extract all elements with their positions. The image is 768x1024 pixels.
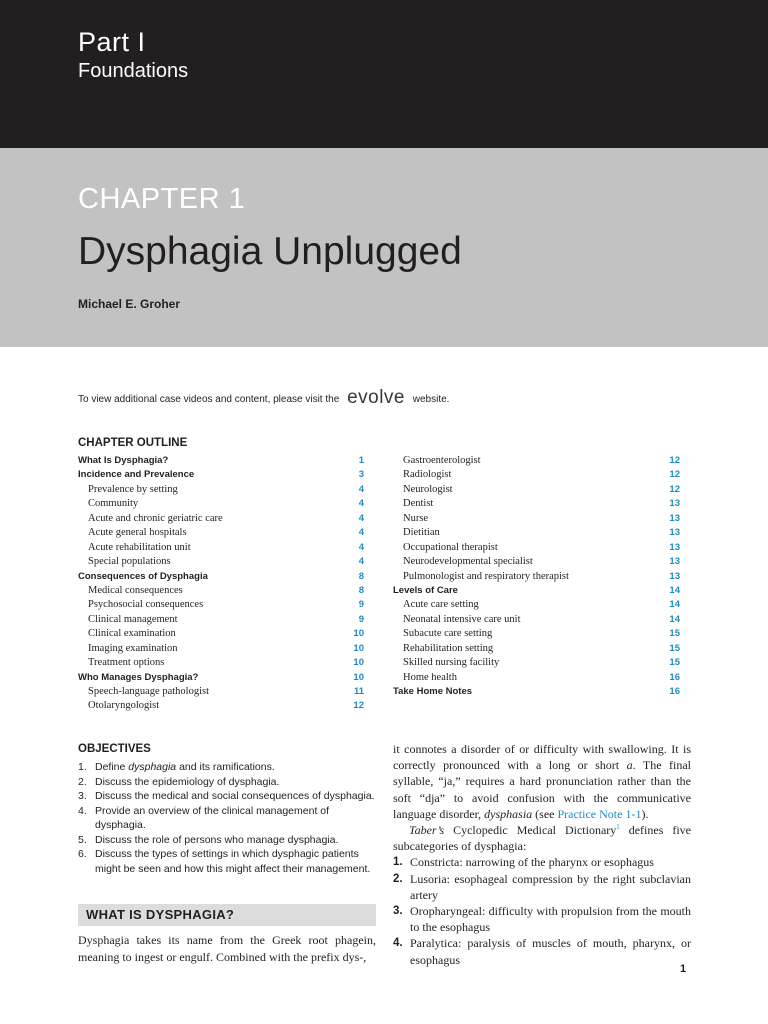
outline-subsection-link[interactable]: [393, 642, 680, 656]
body-text: . The final syllable, “ja,” requires a hard pronunciation rather than the soft “dja” to avoid confusion with the communicative language disorder,: [393, 758, 691, 821]
outline-section-link[interactable]: [78, 671, 364, 685]
objective-term: dysphagia: [128, 761, 177, 773]
objectives-list: [78, 760, 378, 876]
outline-entry-page: 4: [358, 483, 364, 495]
subcategory-text: Lusoria: esophageal compression by the right subclavian artery: [410, 871, 691, 902]
objective-item: [78, 760, 378, 775]
outline-entry-title: Skilled nursing facility: [403, 657, 500, 669]
outline-subsection-link[interactable]: [393, 497, 680, 511]
outline-entry-title: Acute and chronic geriatric care: [88, 512, 223, 524]
body-emphasis: dysphasia: [484, 806, 533, 821]
evolve-note-suffix: website.: [412, 394, 450, 405]
outline-entry-page: 10: [353, 657, 364, 669]
objective-item: [78, 847, 378, 876]
objective-number: 2.: [78, 775, 87, 788]
outline-subsection-link[interactable]: [393, 570, 680, 584]
outline-entry-title: Neurologist: [403, 483, 453, 495]
outline-subsection-link[interactable]: [78, 598, 364, 612]
objective-text: [95, 760, 378, 775]
outline-section-link[interactable]: [78, 570, 364, 584]
section-heading: WHAT IS DYSPHAGIA?: [86, 907, 235, 922]
outline-entry-page: 9: [358, 599, 364, 611]
outline-subsection-link[interactable]: [393, 613, 680, 627]
outline-entry-title: Rehabilitation setting: [403, 642, 494, 654]
objective-text: Discuss the epidemiology of dysphagia.: [95, 775, 280, 788]
outline-entry-page: 14: [669, 599, 680, 611]
outline-entry-title: Levels of Care: [393, 584, 458, 596]
outline-subsection-link[interactable]: [78, 685, 364, 699]
outline-entry-title: Dietitian: [403, 527, 440, 539]
outline-entry-page: 12: [353, 700, 364, 712]
outline-entry-title: Psychosocial consequences: [88, 599, 204, 611]
subcategory-number: 2.: [393, 872, 403, 885]
outline-entry-title: Special populations: [88, 556, 171, 568]
objective-text-start: Define: [95, 761, 129, 773]
body-emphasis: a: [626, 758, 633, 773]
outline-entry-title: Occupational therapist: [403, 541, 498, 553]
objective-item: [78, 775, 378, 790]
outline-entry-title: Radiologist: [403, 469, 452, 481]
body-text: Cyclopedic Medical Dictionary: [444, 823, 617, 838]
objective-text: Provide an overview of the clinical management of dysphagia.: [95, 804, 330, 831]
outline-entry-title: Medical consequences: [88, 584, 183, 596]
outline-entry-page: 10: [353, 642, 364, 654]
outline-entry-title: Take Home Notes: [393, 686, 473, 697]
evolve-note: [78, 386, 449, 408]
outline-subsection-link[interactable]: [393, 671, 680, 685]
objective-item: [78, 804, 378, 833]
outline-entry-title: Acute care setting: [403, 599, 479, 611]
outline-entry-title: Gastroenterologist: [403, 455, 481, 466]
subcategory-item: [393, 871, 691, 903]
body-text: (see: [532, 806, 558, 821]
outline-entry-page: 12: [669, 469, 680, 481]
body-column-right: [393, 741, 691, 968]
chapter-author: Michael E. Groher: [78, 297, 181, 311]
outline-entry-title: What Is Dysphagia?: [78, 455, 169, 466]
practice-note-link[interactable]: Practice Note 1-1: [557, 806, 642, 821]
outline-entry-page: 13: [669, 498, 680, 510]
outline-entry-page: 11: [353, 686, 364, 697]
chapter-outline-heading: CHAPTER OUTLINE: [78, 437, 188, 449]
outline-entry-page: 15: [669, 657, 680, 669]
outline-entry-page: 14: [669, 584, 680, 596]
objective-number: 3.: [78, 790, 87, 802]
outline-subsection-link[interactable]: [393, 627, 680, 641]
outline-subsection-link[interactable]: [393, 512, 680, 526]
outline-entry-page: 10: [353, 628, 364, 640]
objective-text: Discuss the medical and social consequences of dysphagia.: [95, 790, 375, 802]
objectives-heading: OBJECTIVES: [78, 743, 151, 755]
subcategory-number: 1.: [393, 856, 403, 869]
outline-entry-title: Clinical management: [88, 613, 178, 625]
outline-subsection-link[interactable]: [78, 483, 364, 497]
outline-entry-title: Who Manages Dysphagia?: [78, 671, 199, 683]
chapter-label: CHAPTER 1: [78, 183, 246, 215]
outline-entry-title: Clinical examination: [88, 628, 176, 640]
outline-entry-title: Dentist: [403, 498, 434, 510]
outline-entry-title: Home health: [403, 671, 457, 683]
outline-subsection-link[interactable]: [78, 642, 364, 656]
subcategory-number: 4.: [393, 937, 403, 950]
objective-text-end: and its ramifications.: [176, 761, 275, 773]
outline-subsection-link[interactable]: [393, 555, 680, 569]
body-paragraph: Dysphagia takes its name from the Greek root phagein, meaning to ingest or engulf. Combined with the prefix dys-,: [78, 933, 376, 964]
evolve-note-text: To view additional case videos and content, please visit the: [78, 394, 340, 405]
outline-entry-title: Otolaryngologist: [88, 700, 160, 712]
objective-text: Discuss the role of persons who manage dysphagia.: [95, 833, 339, 846]
body-paragraph: [393, 741, 691, 822]
outline-entry-title: Neonatal intensive care unit: [403, 613, 521, 625]
outline-subsection-link[interactable]: [78, 627, 364, 641]
outline-entry-page: 4: [358, 527, 364, 539]
objective-number: 4.: [78, 804, 87, 817]
outline-entry-page: 13: [669, 541, 680, 553]
outline-section-link[interactable]: [78, 468, 364, 482]
outline-section-link[interactable]: [78, 454, 364, 468]
outline-entry-page: 8: [358, 570, 364, 582]
outline-subsection-link[interactable]: [78, 555, 364, 569]
outline-entry-title: Acute rehabilitation unit: [88, 541, 191, 553]
outline-entry-title: Treatment options: [88, 657, 165, 669]
outline-subsection-link[interactable]: [78, 584, 364, 598]
objective-number: 1.: [78, 761, 87, 773]
objective-item: [78, 789, 378, 804]
part-title: Foundations: [78, 60, 189, 82]
outline-subsection-link[interactable]: [393, 454, 680, 468]
chapter-outline-left: [78, 454, 364, 714]
body-paragraph: [393, 822, 691, 854]
outline-entry-page: 15: [669, 628, 680, 640]
outline-entry-page: 16: [669, 686, 680, 697]
outline-subsection-link[interactable]: [78, 613, 364, 627]
chapter-title: Dysphagia Unplugged: [78, 230, 462, 273]
outline-entry-title: Nurse: [403, 512, 429, 524]
outline-entry-title: Acute general hospitals: [88, 527, 187, 539]
outline-section-link[interactable]: [393, 584, 680, 598]
outline-subsection-link[interactable]: [393, 656, 680, 670]
outline-entry-title: Community: [88, 498, 139, 510]
outline-subsection-link[interactable]: [78, 512, 364, 526]
body-text: defines five subcategories of dysphagia:: [393, 823, 691, 854]
outline-entry-page: 13: [669, 527, 680, 539]
body-emphasis: Taber’s: [409, 823, 445, 838]
outline-entry-page: 4: [358, 498, 364, 510]
part-label: Part I: [78, 27, 146, 57]
outline-entry-title: Pulmonologist and respiratory therapist: [403, 570, 569, 582]
body-text: it connotes a disorder of or difficulty with swallowing. It is correctly pronounced with a long or short: [393, 742, 691, 773]
outline-entry-page: 1: [358, 455, 364, 466]
subcategory-text: Paralytica: paralysis of muscles of mouth, pharynx, or esophagus: [410, 936, 691, 967]
outline-entry-title: Neurodevelopmental specialist: [403, 556, 533, 568]
outline-entry-page: 12: [669, 455, 680, 466]
subcategory-text: Constricta: narrowing of the pharynx or esophagus: [410, 855, 654, 870]
objective-number: 6.: [78, 848, 87, 860]
outline-subsection-link[interactable]: [393, 483, 680, 497]
outline-entry-page: 12: [669, 483, 680, 495]
outline-subsection-link[interactable]: [393, 468, 680, 482]
outline-subsection-link[interactable]: [78, 526, 364, 540]
outline-entry-title: Prevalence by setting: [88, 483, 178, 495]
outline-subsection-link[interactable]: [78, 541, 364, 555]
page-number: 1: [680, 963, 687, 975]
outline-subsection-link[interactable]: [393, 526, 680, 540]
outline-entry-page: 14: [669, 613, 680, 625]
outline-entry-title: Imaging examination: [88, 642, 178, 654]
outline-entry-title: Subacute care setting: [403, 628, 493, 640]
objective-text: Discuss the types of settings in which dysphagic patients might be seen and how this might affect their management.: [95, 848, 371, 875]
subcategory-item: [393, 903, 691, 935]
outline-entry-page: 4: [358, 541, 364, 553]
subcategory-item: [393, 935, 691, 967]
outline-entry-page: 8: [358, 584, 364, 596]
subcategory-text: Oropharyngeal: difficulty with propulsion from the mouth to the esophagus: [410, 904, 691, 935]
outline-entry-title: Speech-language pathologist: [88, 686, 210, 697]
outline-entry-title: Consequences of Dysphagia: [78, 570, 208, 582]
subcategory-item: [393, 854, 691, 870]
outline-section-link[interactable]: [393, 685, 680, 699]
outline-subsection-link[interactable]: [393, 598, 680, 612]
outline-entry-page: 15: [669, 642, 680, 654]
subcategory-number: 3.: [393, 905, 403, 918]
outline-entry-page: 9: [358, 613, 364, 625]
outline-entry-page: 4: [358, 512, 364, 524]
outline-entry-page: 4: [358, 556, 364, 568]
outline-subsection-link[interactable]: [78, 497, 364, 511]
outline-entry-page: 10: [353, 671, 364, 683]
subcategory-list: [393, 854, 691, 967]
outline-entry-title: Incidence and Prevalence: [78, 469, 195, 481]
outline-entry-page: 13: [669, 556, 680, 568]
chapter-outline-right: [393, 454, 680, 699]
outline-subsection-link[interactable]: [78, 699, 364, 713]
outline-entry-page: 13: [669, 512, 680, 524]
objective-item: [78, 833, 378, 848]
objective-number: 5.: [78, 833, 87, 846]
outline-entry-page: 3: [358, 469, 364, 481]
outline-subsection-link[interactable]: [78, 656, 364, 670]
outline-entry-page: 16: [669, 671, 680, 683]
body-text: ).: [641, 806, 649, 821]
evolve-logo[interactable]: evolve: [347, 387, 405, 408]
outline-subsection-link[interactable]: [393, 541, 680, 555]
reference-link[interactable]: 1: [616, 823, 620, 832]
outline-entry-page: 13: [669, 570, 680, 582]
